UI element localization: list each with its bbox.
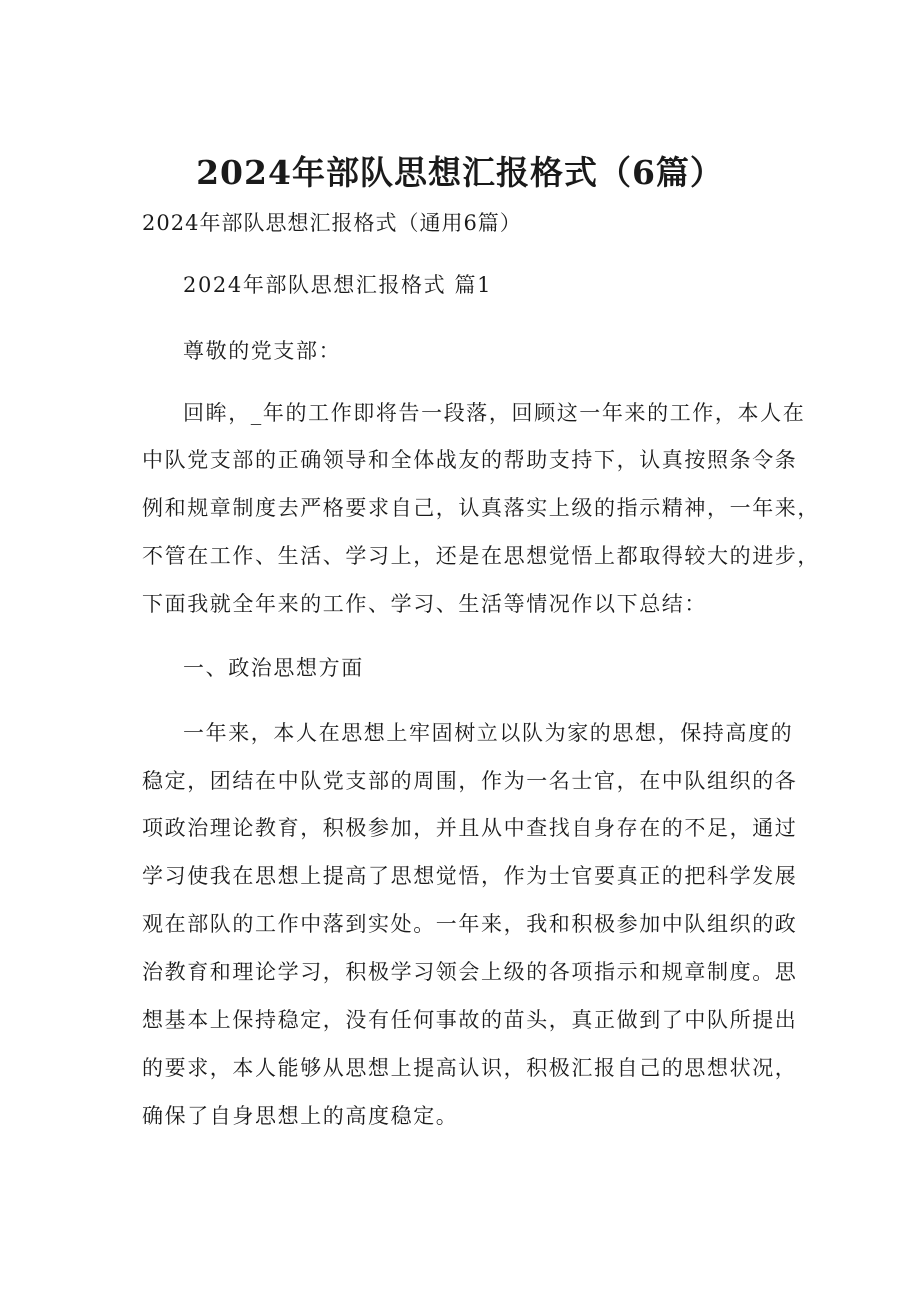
part1-line: 项政治理论教育，积极参加，并且从中查找自身存在的不足，通过 [142, 816, 798, 840]
intro-line: 回眸，_年的工作即将告一段落，回顾这一年来的工作，本人在 [183, 401, 806, 425]
part1-line: 学习使我在思想上提高了思想觉悟，作为士官要真正的把科学发展 [142, 864, 798, 888]
document-subtitle: 2024年部队思想汇报格式（通用6篇） [142, 211, 522, 235]
intro-line: 例和规章制度去严格要求自己，认真落实上级的指示精神，一年来， [142, 496, 820, 520]
part1-line: 一年来，本人在思想上牢固树立以队为家的思想，保持高度的 [183, 721, 794, 745]
part1-heading: 一、政治思想方面 [183, 656, 364, 680]
part1-line: 的要求，本人能够从思想上提高认识，积极汇报自己的思想状况， [142, 1056, 798, 1080]
intro-line: 不管在工作、生活、学习上，还是在思想觉悟上都取得较大的进步， [142, 544, 820, 568]
intro-line: 中队党支部的正确领导和全体战友的帮助支持下，认真按照条令条 [142, 448, 798, 472]
part1-line: 观在部队的工作中落到实处。一年来，我和积极参加中队组织的政 [142, 912, 798, 936]
part1-line: 确保了自身思想上的高度稳定。 [142, 1104, 459, 1128]
part1-line: 想基本上保持稳定，没有任何事故的苗头，真正做到了中队所提出 [142, 1008, 798, 1032]
part1-line: 稳定，团结在中队党支部的周围，作为一名士官，在中队组织的各 [142, 769, 798, 793]
part1-line: 治教育和理论学习，积极学习领会上级的各项指示和规章制度。思 [142, 960, 798, 984]
intro-line: 下面我就全年来的工作、学习、生活等情况作以下总结： [142, 592, 707, 616]
section-heading: 2024年部队思想汇报格式 篇1 [183, 273, 493, 297]
document-title: 2024年部队思想汇报格式（6篇） [196, 153, 724, 192]
salutation: 尊敬的党支部： [183, 339, 342, 363]
